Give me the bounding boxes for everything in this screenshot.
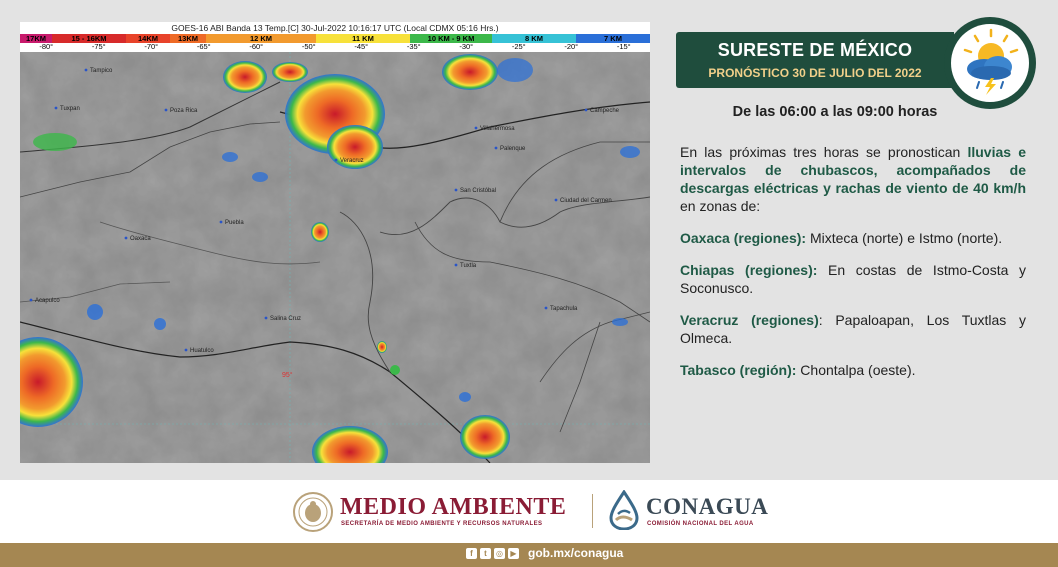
- place-marker: [185, 349, 188, 352]
- legend-height-cell: 7 KM: [576, 34, 650, 43]
- mexico-seal-icon: [292, 491, 334, 538]
- legend-temp-tick: -50°: [301, 43, 316, 51]
- legend-height-cell: 12 KM: [206, 34, 316, 43]
- place-label: Oaxaca: [130, 236, 151, 242]
- place-label: Tuxpan: [60, 106, 80, 112]
- place-label: Acapulco: [35, 298, 60, 304]
- place-marker: [30, 299, 33, 302]
- legend-temp-tick: -20°: [564, 43, 579, 51]
- place-label: Tampico: [90, 68, 113, 74]
- conagua-logo: CONAGUA: [646, 494, 769, 519]
- region-text: : Papaloapan, Los Tuxtlas y Olmeca.: [680, 312, 1026, 346]
- website-link[interactable]: gob.mx/conagua: [528, 546, 624, 560]
- legend-temp-tick: -75°: [91, 43, 106, 51]
- region-oaxaca: [680, 229, 1026, 247]
- twitter-icon[interactable]: t: [480, 548, 491, 559]
- place-marker: [545, 307, 548, 310]
- satellite-map: [20, 52, 650, 463]
- legend-temp-tick: -30°: [459, 43, 474, 51]
- place-label: Veracruz: [340, 158, 364, 164]
- medio-ambiente-logo: MEDIO AMBIENTE: [340, 494, 567, 520]
- facebook-icon[interactable]: f: [466, 548, 477, 559]
- region-name: Chiapas (regiones):: [680, 262, 818, 278]
- place-label: Poza Rica: [170, 108, 198, 114]
- legend-temp-tick: -25°: [511, 43, 526, 51]
- legend-temp-tick: -70°: [144, 43, 159, 51]
- title-banner: [676, 32, 954, 88]
- place-label: Huatulco: [190, 348, 214, 354]
- legend-temp-tick: -45°: [354, 43, 369, 51]
- conagua-drop-icon: [606, 490, 642, 535]
- region-veracruz: [680, 311, 1026, 347]
- place-marker: [265, 317, 268, 320]
- intro-text: En las próximas tres horas se pronostican: [680, 144, 968, 160]
- conagua-subtitle: COMISIÓN NACIONAL DEL AGUA: [647, 521, 754, 527]
- place-label: San Cristóbal: [460, 188, 497, 194]
- place-marker: [585, 109, 588, 112]
- place-marker: [455, 189, 458, 192]
- place-label: Campeche: [590, 108, 620, 114]
- youtube-icon[interactable]: ▶: [508, 548, 519, 559]
- logo-divider: [592, 494, 593, 528]
- legend-height-cell: 13KM: [170, 34, 206, 43]
- place-label: Tapachula: [550, 306, 578, 312]
- place-marker: [555, 199, 558, 202]
- forecast-date: PRONÓSTICO 30 DE JULIO DEL 2022: [708, 66, 922, 80]
- satellite-image-panel: [20, 22, 650, 463]
- place-marker: [125, 237, 128, 240]
- page-title: SURESTE DE MÉXICO: [717, 40, 913, 60]
- legend-height-cell: 10 KM - 9 KM: [410, 34, 492, 43]
- place-marker: [475, 127, 478, 130]
- weather-badge: [944, 17, 1036, 109]
- sun-cloud-storm-icon: [951, 24, 1029, 102]
- social-links: [466, 548, 519, 559]
- place-label: Ciudad del Carmen: [560, 198, 612, 204]
- place-marker: [55, 107, 58, 110]
- region-tabasco: [680, 361, 1026, 379]
- region-text: Chontalpa (oeste).: [796, 362, 916, 378]
- place-marker: [85, 69, 88, 72]
- forecast-hours: De las 06:00 a las 09:00 horas: [732, 104, 938, 120]
- legend-height-cell: 14KM: [126, 34, 170, 43]
- intro-highlight: lluvias e intervalos de chubascos, acompañados de descargas eléctricas y rachas de viento de 40 km/h: [680, 144, 1026, 196]
- place-label: Villahermosa: [480, 126, 515, 132]
- place-label: Salina Cruz: [270, 316, 302, 322]
- region-text: Mixteca (norte) e Istmo (norte).: [806, 230, 1003, 246]
- legend-temp-tick: -15°: [616, 43, 631, 51]
- place-marker: [165, 109, 168, 112]
- legend-temp-tick: -35°: [406, 43, 421, 51]
- legend-height-cell: 15 - 16KM: [52, 34, 126, 43]
- place-marker: [335, 159, 338, 162]
- forecast-text: [680, 143, 1026, 393]
- place-marker: [495, 147, 498, 150]
- legend-temp-tick: -80°: [39, 43, 54, 51]
- region-text: En costas de Istmo-Costa y Soconusco.: [680, 262, 1026, 296]
- legend-temp-tick: -65°: [196, 43, 211, 51]
- medio-ambiente-subtitle: SECRETARÍA DE MEDIO AMBIENTE Y RECURSOS NATURALES: [341, 521, 543, 527]
- region-chiapas: [680, 261, 1026, 297]
- region-name: Tabasco (región):: [680, 362, 797, 378]
- place-label: Palenque: [500, 146, 526, 152]
- temperature-legend: [20, 34, 650, 51]
- forecast-intro: [680, 143, 1026, 215]
- legend-temp-tick: -60°: [249, 43, 264, 51]
- intro-tail: en zonas de:: [680, 198, 761, 214]
- place-marker: [455, 264, 458, 267]
- legend-height-cell: 17KM: [20, 34, 52, 43]
- place-label: Tuxtla: [460, 263, 477, 269]
- instagram-icon[interactable]: ◎: [494, 548, 505, 559]
- region-name: Oaxaca (regiones):: [680, 230, 807, 246]
- region-name: Veracruz (regiones): [680, 312, 819, 328]
- legend-height-cell: 8 KM: [492, 34, 576, 43]
- place-label: Puebla: [225, 220, 244, 226]
- grid-label: 95°: [282, 372, 293, 379]
- legend-height-cell: 11 KM: [316, 34, 410, 43]
- place-marker: [220, 221, 223, 224]
- satellite-header: GOES-16 ABI Banda 13 Temp.[C] 30-Jul-2022 10:16:17 UTC (Local CDMX 05:16 Hrs.): [171, 23, 499, 33]
